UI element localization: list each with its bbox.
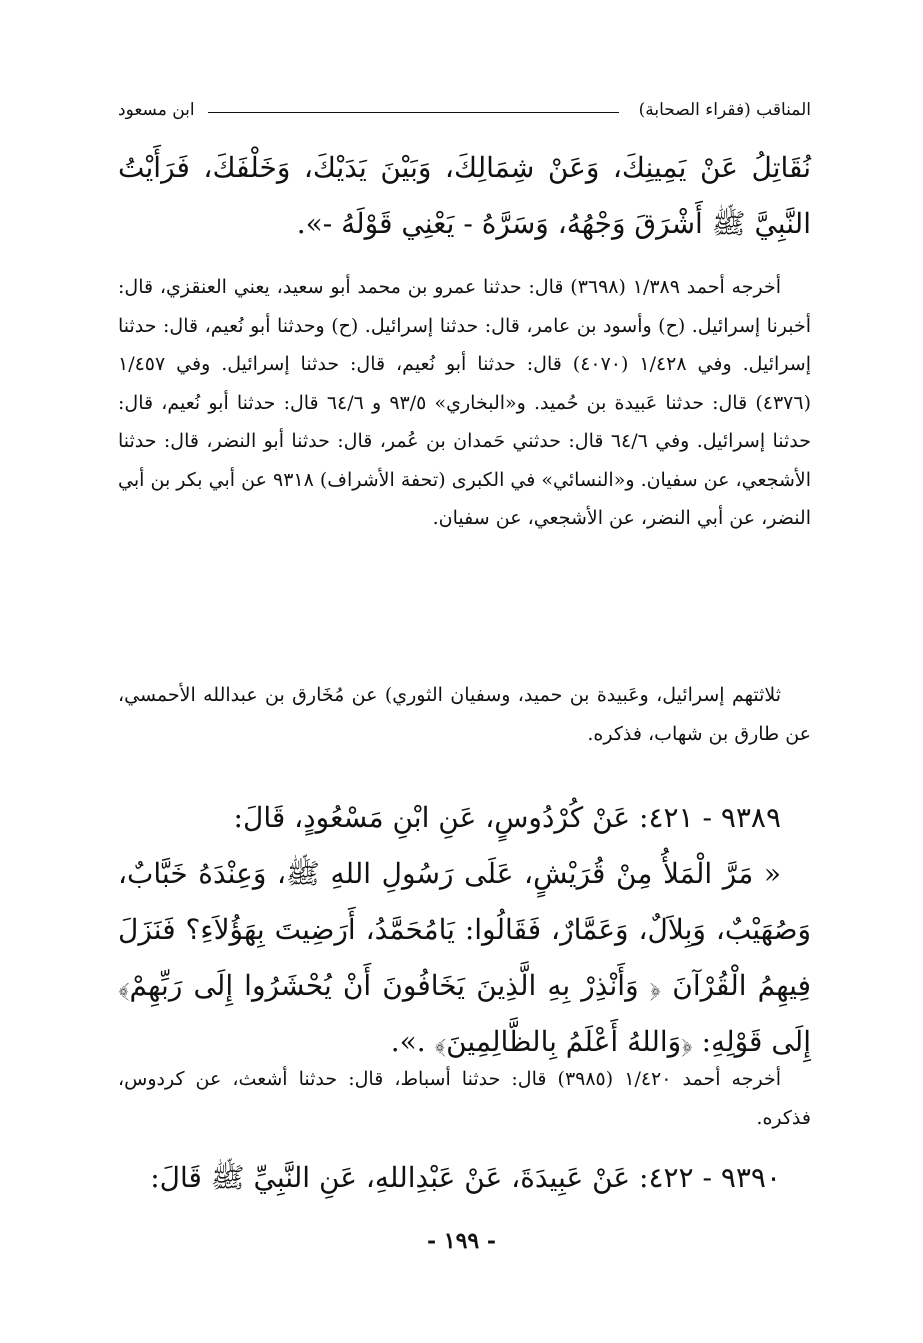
hadith-9389 [118,790,811,1070]
hadith-heading: ٩٣٩٠ - ٤٢٢: عَنْ عَبِيدَةَ، عَنْ عَبْدِاللهِ، عَنِ النَّبِيِّ ﷺ قَالَ: [150,1161,781,1194]
takhrij-text: ثلاثتهم إسرائيل، وعَبيدة بن حميد، وسفيان الثوري) عن مُخَارق بن عبدالله الأحمسي، عن طارق بن شهاب، فذكره. [118,684,811,745]
takhrij-note-1 [118,268,811,538]
hadith-text: « مَرَّ الْمَلأُ مِنْ قُرَيْشٍ، عَلَى رَسُولِ اللهِ ﷺ، وَعِنْدَهُ خَبَّابٌ، وَصُهَيْبٌ، وَبِلاَلٌ، وَعَمَّارٌ، فَقَالُوا: يَامُحَمَّدُ، أَرَضِيتَ بِهَؤُلاَءِ؟ فَنَزَلَ فِيهِمُ الْقُرْآنَ ﴿ وَأَنْذِرْ بِهِ الَّذِينَ يَخَافُونَ أَنْ يُحْشَرُوا إِلَى رَبِّهِمْ﴾ إِلَى قَوْلِهِ: ﴿وَاللهُ أَعْلَمُ بِالظَّالِمِينَ﴾ .». [118,857,811,1058]
header-section-title: ابن مسعود [118,100,195,120]
hadith-heading: ٩٣٨٩ - ٤٢١: عَنْ كُرْدُوسٍ، عَنِ ابْنِ مَسْعُودٍ، قَالَ: [233,801,781,834]
header-chapter-title: المناقب (فقراء الصحابة) [638,100,811,120]
page-number: - ١٩٩ - [426,1228,497,1254]
takhrij-note-3 [118,1060,811,1137]
takhrij-text: أخرجه أحمد ١/٣٨٩ (٣٦٩٨) قال: حدثنا عمرو بن محمد أبو سعيد، يعني العنقزي، قال: أخبرنا إسرائيل. (ح) وأسود بن عامر، قال: حدثنا إسرائيل. (ح) وحدثنا أبو نُعيم، قال: حدثنا إسرائيل. وفي ١/٤٢٨ (٤٠٧٠) قال: حدثنا أبو نُعيم، قال: حدثنا إسرائيل. وفي ١/٤٥٧ (٤٣٧٦) قال: حدثنا عَبيدة بن حُميد. و«البخاري» ٩٣/٥ و ٦٤/٦ قال: حدثنا أبو نُعيم، قال: حدثنا إسرائيل. وفي ٦٤/٦ قال: حدثني حَمدان بن عُمر، قال: حدثنا أبو النضر، قال: حدثنا الأشجعي، عن سفيان. و«النسائي» في الكبرى (تحفة الأشراف) ٩٣١٨ عن أبي بكر بن أبي النضر، عن أبي النضر، عن الأشجعي، عن سفيان. [118,276,811,529]
header-rule [208,112,619,113]
hadith-continuation [118,140,811,252]
running-header [118,100,811,126]
hadith-text: نُقَاتِلُ عَنْ يَمِينِكَ، وَعَنْ شِمَالِكَ، وَبَيْنَ يَدَيْكَ، وَخَلْفَكَ، فَرَأَيْتُ النَّبِيَّ ﷺ أَشْرَقَ وَجْهُهُ، وَسَرَّهُ - يَعْنِي قَوْلَهُ -». [118,151,811,240]
takhrij-text: أخرجه أحمد ١/٤٢٠ (٣٩٨٥) قال: حدثنا أسباط، قال: حدثنا أشعث، عن كردوس، فذكره. [118,1068,811,1129]
takhrij-note-2 [118,676,811,753]
hadith-9390 [118,1150,811,1206]
